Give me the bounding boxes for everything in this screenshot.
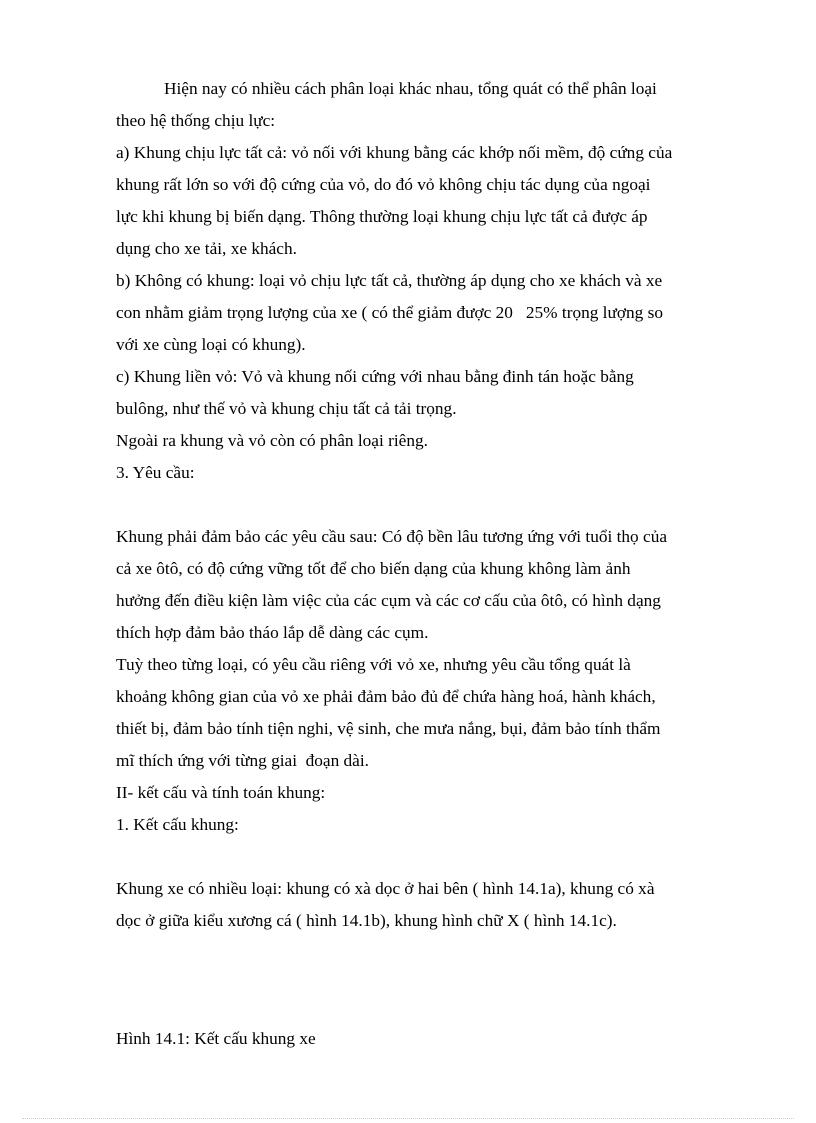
paragraph-intro (116, 73, 736, 137)
text-line: hưởng đến điều kiện làm việc của các cụm và các cơ cấu của ôtô, có hình dạng (116, 591, 661, 610)
text-line: mĩ thích ứng với từng giai đoạn dài. (116, 751, 369, 770)
heading-frame-structure: 1. Kết cấu khung: (116, 815, 239, 834)
blank-line (116, 489, 736, 521)
paragraph-b (116, 265, 736, 361)
text-line: lực khi khung bị biến dạng. Thông thường loại khung chịu lực tất cả được áp (116, 207, 648, 226)
paragraph-frame-types (116, 873, 736, 937)
paragraph-requirements-2 (116, 649, 736, 777)
paragraph-requirements-1 (116, 521, 736, 649)
paragraph-c (116, 361, 736, 425)
text-line: dụng cho xe tải, xe khách. (116, 239, 297, 258)
document-body (116, 73, 736, 1055)
text-line: bulông, như thế vỏ và khung chịu tất cả tải trọng. (116, 399, 457, 418)
heading-structure-calculation: II- kết cấu và tính toán khung: (116, 783, 326, 802)
text-line: con nhằm giảm trọng lượng của xe ( có thể giảm được 20 25% trọng lượng so (116, 303, 663, 322)
heading-requirements: 3. Yêu cầu: (116, 463, 195, 482)
text-line: Khung phải đảm bảo các yêu cầu sau: Có độ bền lâu tương ứng với tuổi thọ của (116, 527, 668, 546)
text-line: dọc ở giữa kiểu xương cá ( hình 14.1b), khung hình chữ X ( hình 14.1c). (116, 911, 617, 930)
figure-space (116, 937, 736, 1001)
text-line: theo hệ thống chịu lực: (116, 111, 276, 130)
text-line: a) Khung chịu lực tất cả: vỏ nối với khung bằng các khớp nối mềm, độ cứng của (116, 143, 673, 162)
text-line: thiết bị, đảm bảo tính tiện nghi, vệ sinh, che mưa nắng, bụi, đảm bảo tính thẩm (116, 719, 661, 738)
paragraph-a (116, 137, 736, 265)
figure-caption: Hình 14.1: Kết cấu khung xe (116, 1029, 316, 1048)
blank-line (116, 841, 736, 873)
text-line: thích hợp đảm bảo tháo lắp dễ dàng các cụm. (116, 623, 429, 642)
text-line: khoảng không gian của vỏ xe phải đảm bảo đủ để chứa hàng hoá, hành khách, (116, 687, 656, 706)
page-bottom-divider (22, 1118, 794, 1119)
text-line: Hiện nay có nhiều cách phân loại khác nhau, tổng quát có thể phân loại (164, 79, 657, 98)
text-line: b) Không có khung: loại vỏ chịu lực tất cả, thường áp dụng cho xe khách và xe (116, 271, 663, 290)
text-line: với xe cùng loại có khung). (116, 335, 306, 354)
text-line: khung rất lớn so với độ cứng của vỏ, do đó vỏ không chịu tác dụng của ngoại (116, 175, 651, 194)
text-line: c) Khung liền vỏ: Vỏ và khung nối cứng với nhau bằng đinh tán hoặc bằng (116, 367, 634, 386)
paragraph-other: Ngoài ra khung và vỏ còn có phân loại riêng. (116, 431, 428, 450)
text-line: Khung xe có nhiều loại: khung có xà dọc ở hai bên ( hình 14.1a), khung có xà (116, 879, 655, 898)
text-line: cả xe ôtô, có độ cứng vững tốt để cho biến dạng của khung không làm ảnh (116, 559, 631, 578)
blank-line (116, 1001, 736, 1023)
text-line: Tuỳ theo từng loại, có yêu cầu riêng với vỏ xe, nhưng yêu cầu tổng quát là (116, 655, 631, 674)
